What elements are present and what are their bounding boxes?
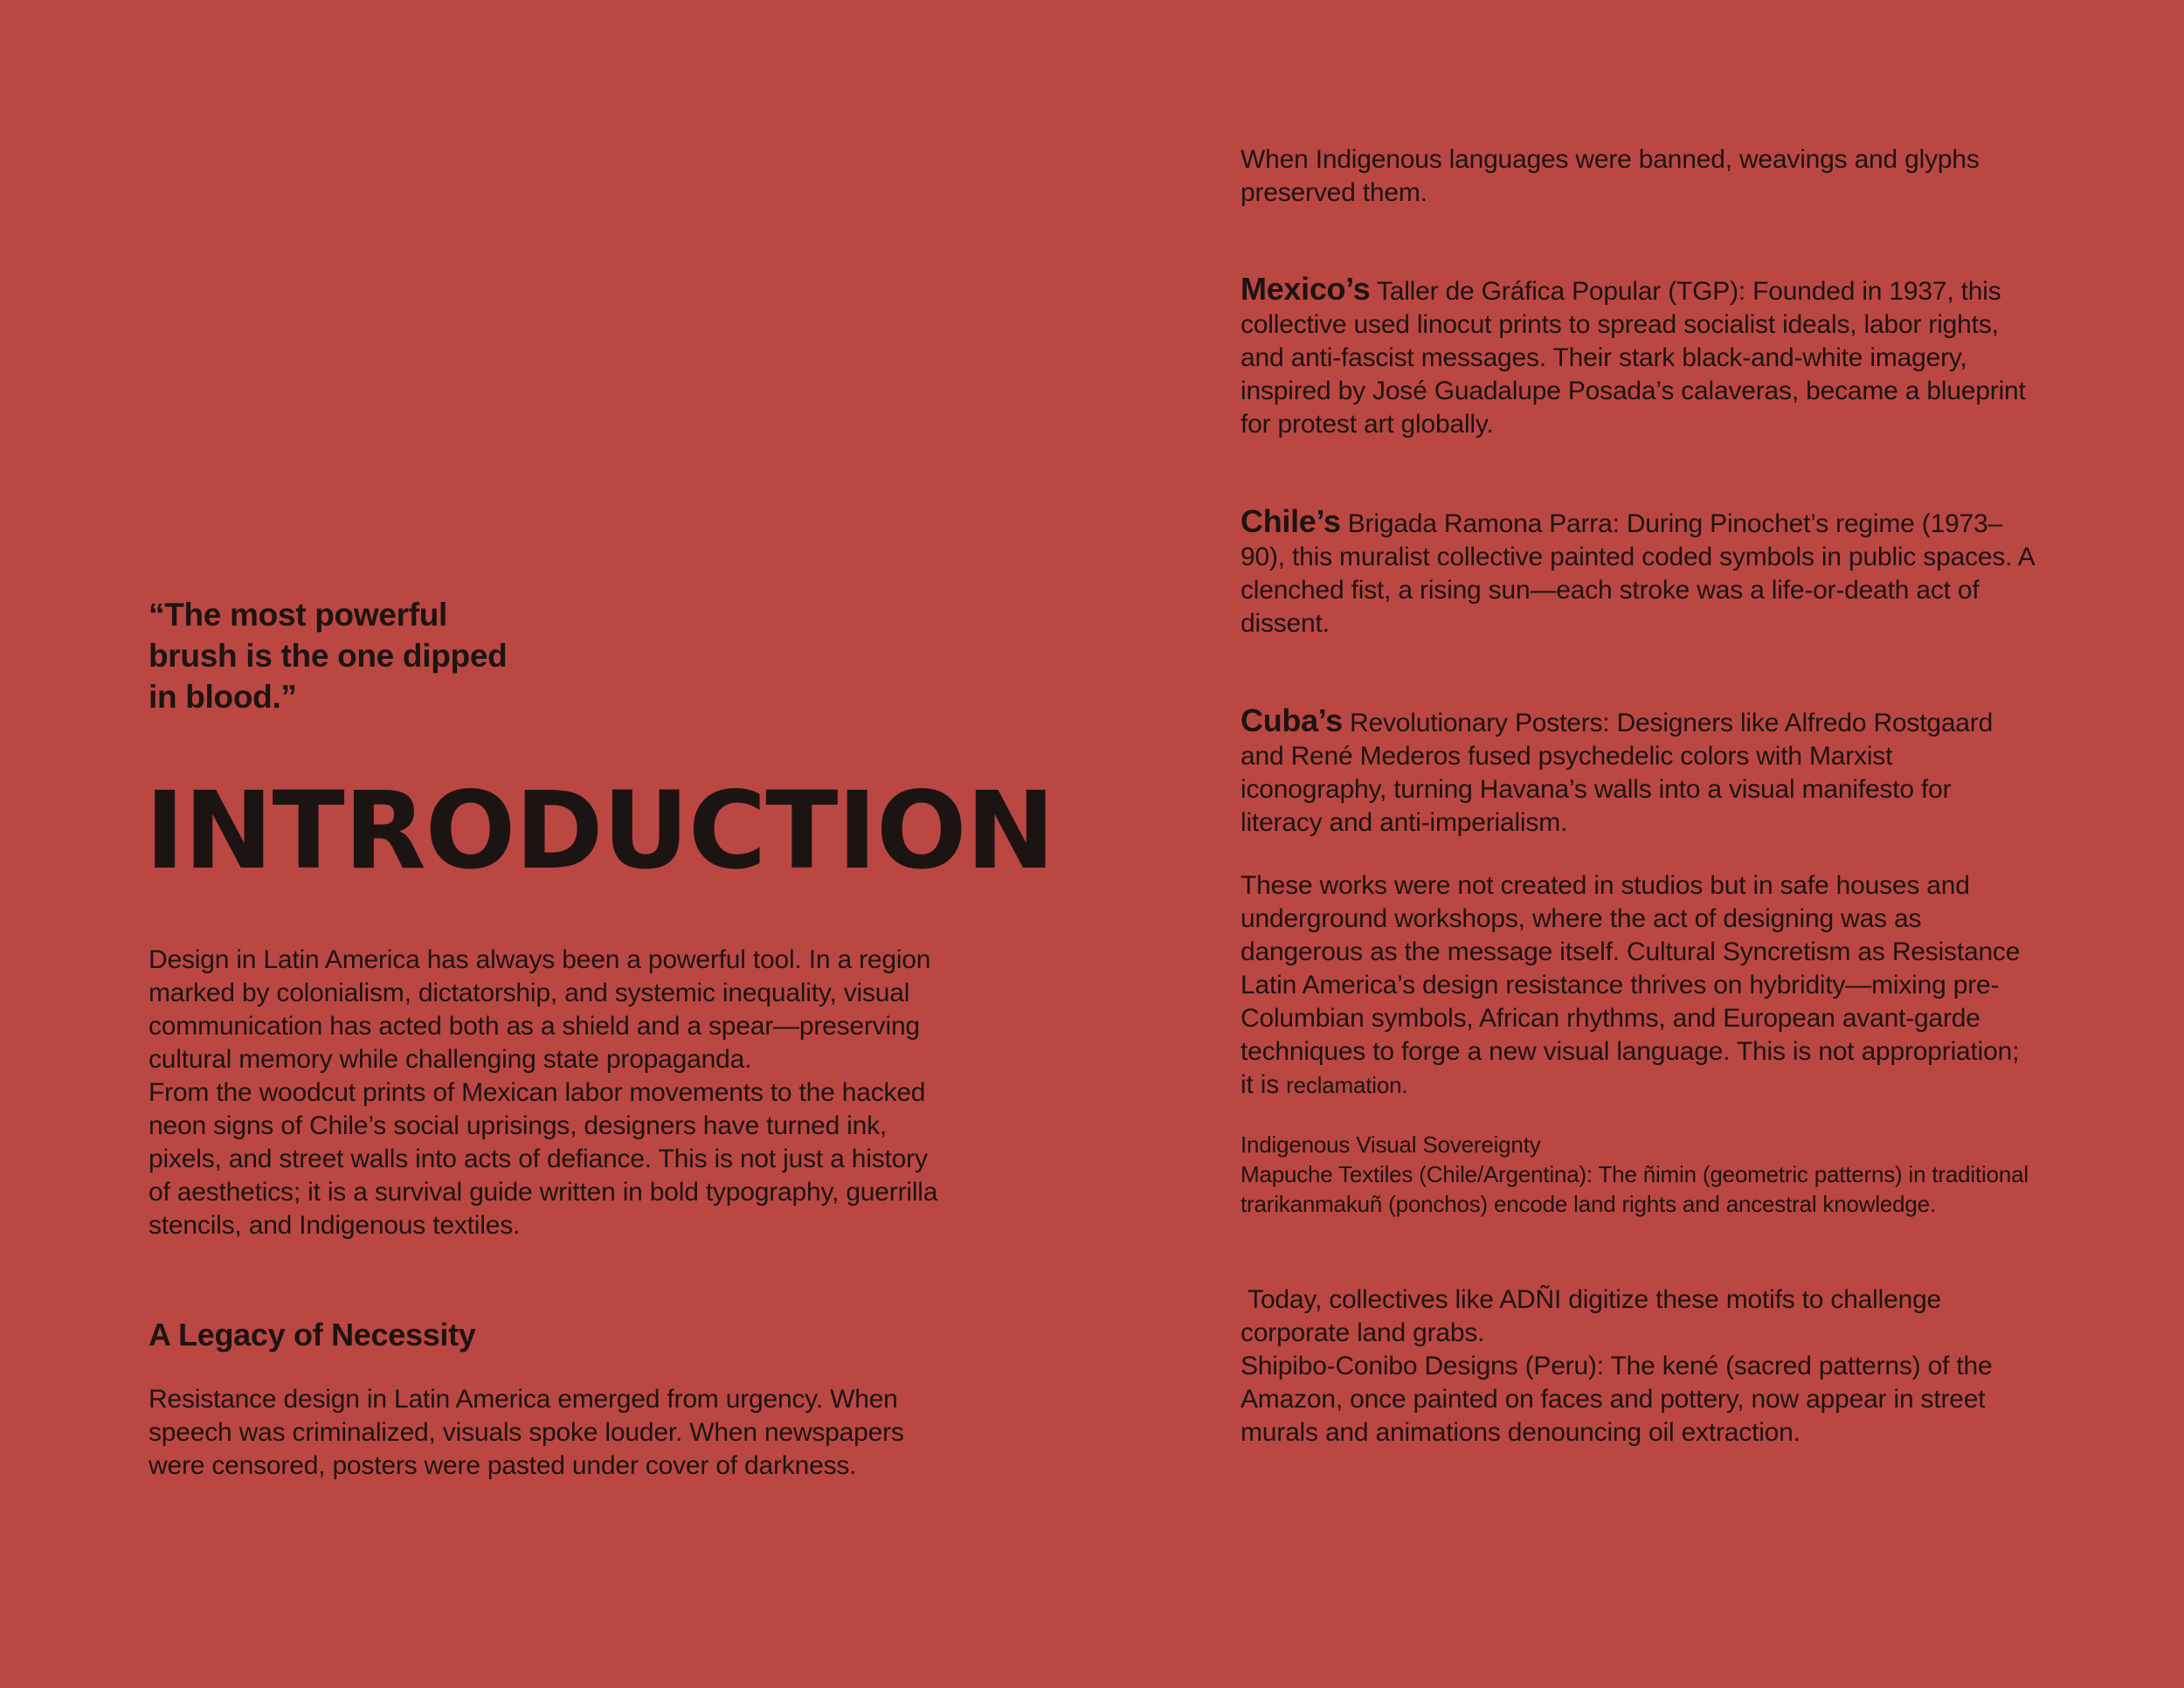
- intro-paragraph: From the woodcut prints of Mexican labor movements to the hacked neon signs of Chile’s social uprisings, designers have turned ink, pixels, and street walls into acts of defiance. This is not just a history of aesthetics; it is a survival guide written in bold typography, guerrilla stencils, and Indigenous textiles.: [149, 1078, 938, 1240]
- mexico-paragraph: [1241, 273, 2035, 441]
- pull-quote: “The most powerful brush is the one dipped in blood.”: [149, 597, 508, 715]
- intro-paragraph: Design in Latin America has always been a powerful tool. In a region marked by colonialism, dictatorship, and systemic inequality, visual communication has acted both as a shield and a spear—preserving cultural memory while challenging state propaganda.: [149, 945, 931, 1074]
- studios-tail: reclamation.: [1286, 1072, 1408, 1098]
- opening-paragraph: When Indigenous languages were banned, weavings and glyphs preserved them.: [1241, 145, 1980, 207]
- cuba-paragraph: [1241, 704, 2035, 840]
- shipibo-paragraph: Shipibo-Conibo Designs (Peru): The kené (sacred patterns) of the Amazon, once painted on faces and pottery, now appear in street murals and animations denouncing oil extraction.: [1241, 1352, 1993, 1447]
- sovereignty-heading: Indigenous Visual Sovereignty: [1241, 1131, 1541, 1158]
- chile-lead: Chile’s: [1241, 503, 1341, 539]
- today-block: [1241, 1283, 2035, 1449]
- mexico-lead: Mexico’s: [1241, 271, 1371, 307]
- cuba-lead: Cuba’s: [1241, 702, 1343, 738]
- page-title: INTRODUCTION: [145, 769, 1054, 893]
- chile-text: Brigada Ramona Parra: During Pinochet’s regime (1973–90), this muralist collective painted coded symbols in public spaces. A clenched fist, a rising sun—each stroke was a life-or-death act of dissent.: [1241, 509, 2034, 638]
- legacy-paragraph: Resistance design in Latin America emerged from urgency. When speech was criminalized, visuals spoke louder. When newspapers were censored, posters were pasted under cover of darkness.: [149, 1385, 904, 1480]
- today-paragraph: Today, collectives like ADÑI digitize these motifs to challenge corporate land grabs.: [1241, 1285, 1949, 1347]
- mexico-text: Taller de Gráfica Popular (TGP): Founded in 1937, this collective used linocut prints to spread socialist ideals, labor rights, and anti-fascist messages. Their stark black-and-white imagery, inspired by José Guadalupe Posada’s calaveras, became a blueprint for protest art globally.: [1241, 277, 2026, 439]
- mapuche-paragraph: Mapuche Textiles (Chile/Argentina): The ñimin (geometric patterns) in traditional trarikanmakuñ (ponchos) encode land rights and ancestral knowledge.: [1241, 1161, 2028, 1217]
- section-heading: A Legacy of Necessity: [149, 1317, 476, 1352]
- studios-text: These works were not created in studios but in safe houses and underground workshops, where the act of designing was as dangerous as the message itself. Cultural Syncretism as Resistance Latin America’s design resistance thrives on hybridity—mixing pre-Columbian symbols, African rhythms, and European avant-garde techniques to forge a new visual language. This is not appropriation; it is: [1241, 871, 2021, 1099]
- intro-body: [149, 944, 943, 1242]
- sovereignty-block: [1241, 1130, 2035, 1219]
- cuba-text: Revolutionary Posters: Designers like Alfredo Rostgaard and René Mederos fused psychedelic colors with Marxist iconography, turning Havana’s walls into a visual manifesto for literacy and anti-imperialism.: [1241, 709, 1994, 837]
- studios-paragraph: [1241, 869, 2035, 1102]
- right-page: [1092, 0, 2184, 1688]
- chile-paragraph: [1241, 505, 2035, 640]
